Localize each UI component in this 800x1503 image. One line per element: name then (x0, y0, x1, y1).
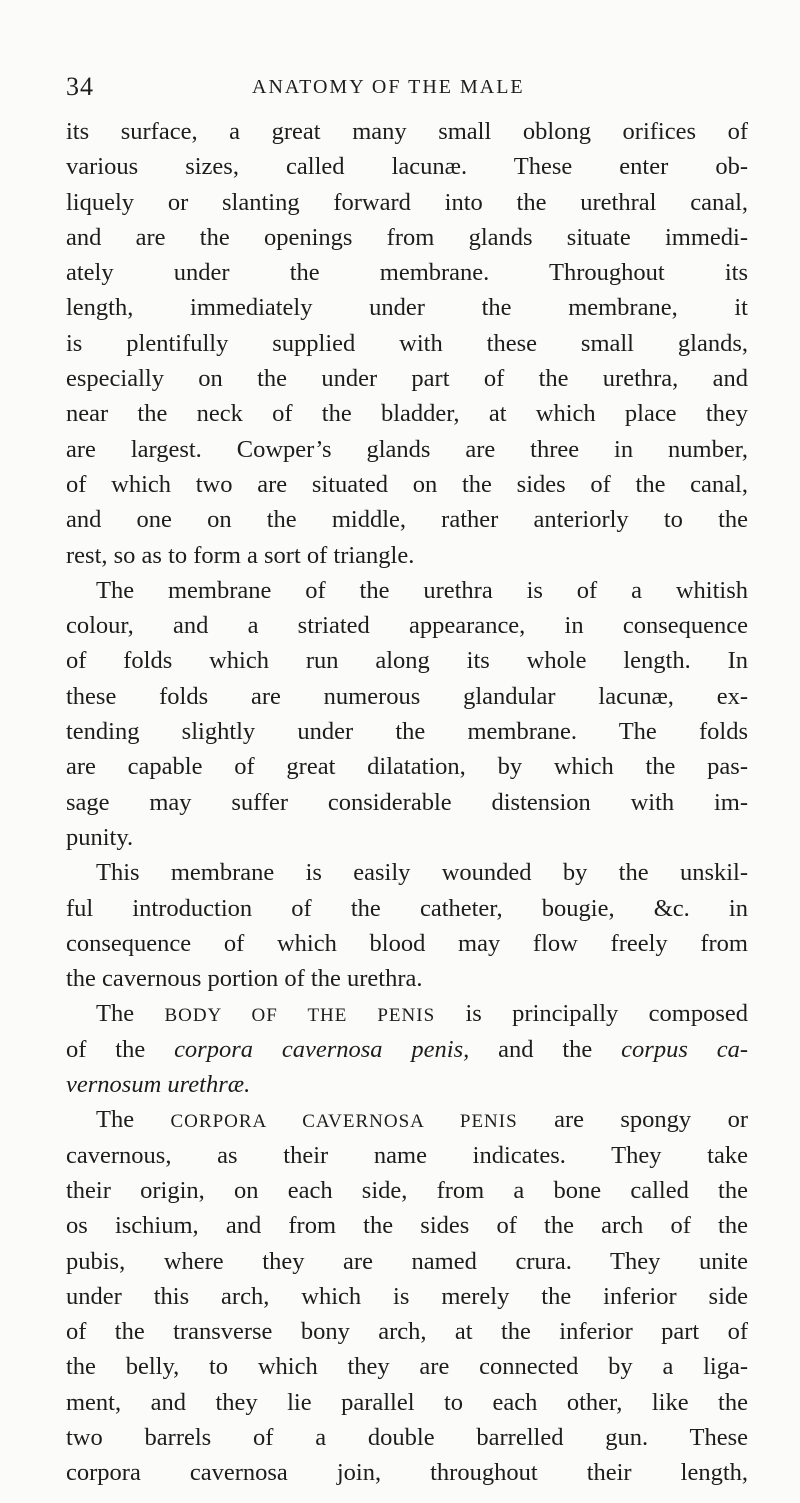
text-segment: are largest. Cowper’s glands are three in number, (66, 435, 748, 463)
text-line (66, 185, 748, 220)
small-caps-text: BODY OF THE PENIS (164, 1005, 436, 1027)
text-segment: colour, and a striated appearance, in consequence (66, 612, 748, 640)
text-line (66, 1032, 748, 1067)
text-segment: and one on the middle, rather anteriorly to the (66, 506, 748, 534)
text-line (66, 1138, 748, 1173)
text-line (66, 255, 748, 290)
text-line (66, 1208, 748, 1243)
text-segment: the cavernous portion of the urethra. (66, 965, 423, 993)
text-segment: punity. (66, 823, 134, 851)
text-line (66, 220, 748, 255)
text-segment: are spongy or (517, 1106, 748, 1134)
text-line (66, 290, 748, 325)
page-header (66, 72, 746, 102)
text-segment: ately under the membrane. Throughout its (66, 259, 748, 287)
text-line (66, 538, 748, 573)
text-segment: tending slightly under the membrane. The folds (66, 718, 748, 746)
text-segment: ful introduction of the catheter, bougie, &c. in (66, 894, 748, 922)
text-segment: their origin, on each side, from a bone called the (66, 1176, 748, 1204)
text-segment: corpora cavernosa join, throughout their length, (66, 1459, 748, 1487)
running-head: ANATOMY OF THE MALE (252, 76, 525, 98)
text-segment: and are the openings from glands situate immedi- (66, 223, 748, 251)
text-line (66, 891, 748, 926)
text-line (66, 573, 748, 608)
text-segment: two barrels of a double barrelled gun. These (66, 1423, 748, 1451)
text-segment: the belly, to which they are connected by a liga- (66, 1353, 748, 1381)
text-segment: and the (469, 1035, 622, 1063)
text-segment: The membrane of the urethra is of a whitish (96, 576, 748, 604)
text-line (66, 608, 748, 643)
text-segment: near the neck of the bladder, at which place they (66, 400, 748, 428)
text-line (66, 502, 748, 537)
body-text (66, 114, 748, 1491)
text-segment: of which two are situated on the sides of the canal, (66, 470, 748, 498)
text-segment: under this arch, which is merely the inferior side (66, 1282, 748, 1310)
text-segment: are capable of great dilatation, by which the pas- (66, 753, 748, 781)
text-segment: pubis, where they are named crura. They unite (66, 1247, 748, 1275)
text-segment: of the (66, 1035, 175, 1063)
text-segment: various sizes, called lacunæ. These enter ob- (66, 153, 748, 181)
text-line (66, 361, 748, 396)
text-line (66, 396, 748, 431)
text-line (66, 1102, 748, 1137)
text-line (66, 1067, 748, 1102)
text-segment: sage may suffer considerable distension with im- (66, 788, 748, 816)
text-segment: of folds which run along its whole length. In (66, 647, 748, 675)
text-segment: its surface, a great many small oblong orifices of (66, 118, 748, 145)
small-caps-text: CORPORA CAVERNOSA PENIS (170, 1111, 518, 1133)
text-line (66, 714, 748, 749)
text-line (66, 785, 748, 820)
text-segment: os ischium, and from the sides of the arch of the (66, 1212, 748, 1240)
text-line (66, 149, 748, 184)
page-number: 34 (66, 72, 94, 101)
text-line (66, 679, 748, 714)
text-segment: rest, so as to form a sort of triangle. (66, 541, 415, 569)
text-line (66, 996, 748, 1031)
italic-text: corpora cavernosa penis, (174, 1035, 470, 1063)
text-segment: cavernous, as their name indicates. They take (66, 1141, 748, 1169)
text-segment: length, immediately under the membrane, it (66, 294, 748, 322)
text-segment: This membrane is easily wounded by the unskil- (96, 859, 748, 887)
text-line (66, 1420, 748, 1455)
text-line (66, 326, 748, 361)
text-line (66, 467, 748, 502)
text-line (66, 1173, 748, 1208)
text-line (66, 749, 748, 784)
italic-text: corpus ca- (621, 1035, 748, 1063)
text-segment: is principally composed (435, 1000, 748, 1028)
text-line (66, 1314, 748, 1349)
text-segment: liquely or slanting forward into the urethral canal, (66, 188, 748, 216)
text-line (66, 643, 748, 678)
text-line (66, 432, 748, 467)
text-line (66, 114, 748, 149)
text-segment: ment, and they lie parallel to each other, like the (66, 1388, 748, 1416)
text-line (66, 1244, 748, 1279)
text-segment: consequence of which blood may flow freely from (66, 929, 748, 957)
text-line (66, 961, 748, 996)
text-segment: of the transverse bony arch, at the inferior part of (66, 1318, 748, 1346)
text-line (66, 820, 748, 855)
text-line (66, 1349, 748, 1384)
italic-text: vernosum urethræ. (66, 1071, 251, 1099)
text-segment: is plentifully supplied with these small glands, (66, 329, 748, 357)
text-segment: The (96, 1000, 165, 1028)
text-line (66, 1279, 748, 1314)
text-line (66, 855, 748, 890)
text-line (66, 1455, 748, 1490)
text-line (66, 1385, 748, 1420)
text-segment: The (96, 1106, 171, 1134)
text-segment: especially on the under part of the urethra, and (66, 365, 748, 393)
text-line (66, 926, 748, 961)
text-segment: these folds are numerous glandular lacunæ, ex- (66, 682, 748, 710)
